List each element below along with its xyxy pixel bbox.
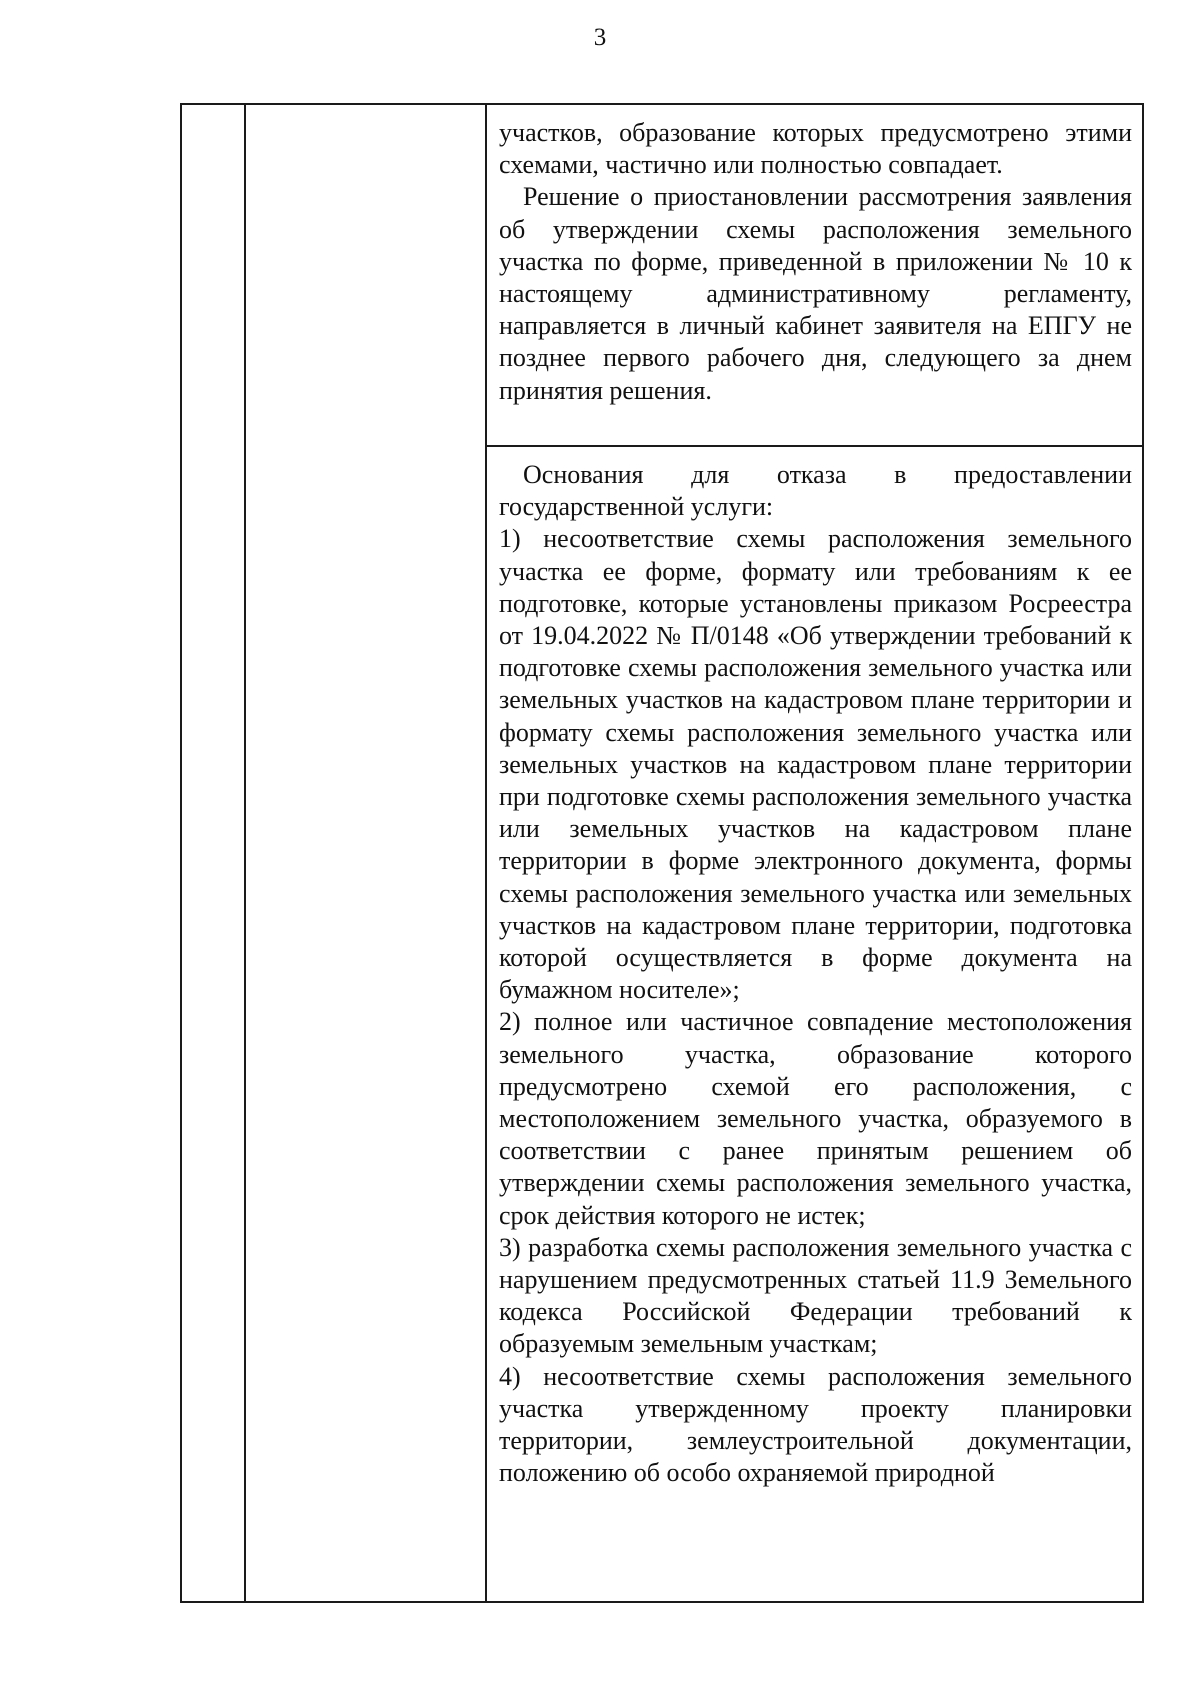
list-item: 1) несоответствие схемы расположения земельного участка ее форме, формату или требованиям к ее подготовке, которые установлены приказом Росреестра от 19.04.2022 № П/0148 «Об утверждении требований к подготовке схемы расположения земельного участка или земельных участков на кадастровом плане территории и формату схемы расположения земельного участка или земельных участков на кадастровом плане территории при подготовке схемы расположения земельного участка или земельных участков на кадастровом плане территории в форме электронного документа, формы схемы расположения земельного участка или земельных участков на кадастровом плане территории, подготовка которой осуществляется в форме документа на бумажном носителе»; (499, 524, 1132, 1005)
row-number-cell (181, 104, 245, 1602)
list-item: 4) несоответствие схемы расположения земельного участка утвержденному проекту планировки территории, землеустроительной документации, положению об особо охраняемой природной (499, 1361, 1132, 1488)
suspension-text-cell (486, 104, 1143, 446)
paragraph: участков, образование которых предусмотрено этими схемами, частично или полностью совпадает. (499, 118, 1132, 180)
paragraph: Решение о приостановлении рассмотрения заявления об утверждении схемы расположения земельного участка по форме, приведенной в приложении № 10 к настоящему административному регламенту, направляется в личный кабинет заявителя на ЕПГУ не позднее первого рабочего дня, следующего за днем принятия решения. (499, 182, 1132, 405)
list-item: 2) полное или частичное совпадение местоположения земельного участка, образование которого предусмотрено схемой его расположения, с местоположением земельного участка, образуемого в соответствии с ранее принятым решением об утверждении схемы расположения земельного участка, срок действия которого не истек; (499, 1007, 1132, 1230)
list-item: 3) разработка схемы расположения земельного участка с нарушением предусмотренных статьей 11.9 Земельного кодекса Российской Федерации требований к образуемым земельным участкам; (499, 1232, 1132, 1359)
paragraph: Основания для отказа в предоставлении государственной услуги: (499, 460, 1132, 522)
table-row (181, 104, 1143, 446)
refusal-grounds-cell (486, 446, 1143, 1602)
page-number: 3 (593, 24, 607, 51)
criteria-cell (245, 104, 486, 1602)
regulation-table (180, 103, 1144, 1603)
